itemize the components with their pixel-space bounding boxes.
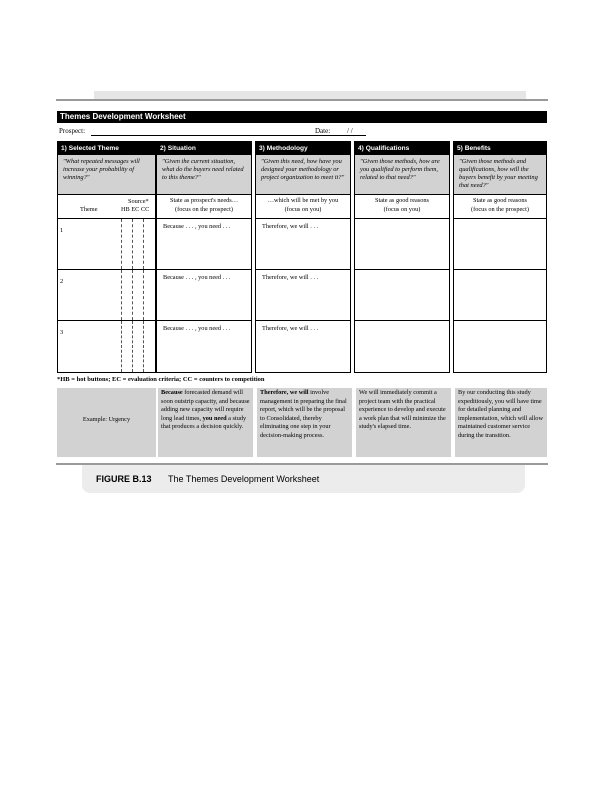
source-label: Source* (128, 198, 149, 205)
column-header: 1) Selected Theme (58, 142, 155, 155)
figure-title: The Themes Development Worksheet (168, 474, 320, 484)
qualifications-cell[interactable] (355, 321, 449, 372)
column-subheader (256, 195, 350, 219)
methodology-cell[interactable]: Therefore, we will . . . (256, 270, 350, 321)
date-value: / / (347, 127, 353, 135)
example-label: Example: Urgency (82, 416, 131, 423)
situation-cell[interactable]: Because . . . , you need . . . (157, 270, 251, 321)
row-number: 3 (60, 329, 64, 336)
column-subheader (355, 195, 449, 219)
theme-label: Theme (80, 206, 98, 213)
example-methodology-text: involve management in preparing the final report, which will be the proposal to Consolidated, thereby eliminating one step in your decision-making process. (260, 389, 347, 439)
top-decor-band (94, 91, 526, 99)
example-situation-lead: Because (161, 389, 183, 396)
row-number: 1 (60, 227, 64, 234)
column-methodology (255, 141, 351, 373)
subheader-line1: State as good reasons (374, 197, 430, 204)
row-number: 2 (60, 278, 64, 285)
column-header: 3) Methodology (256, 142, 350, 155)
subheader-line2: (focus on the prospect) (471, 206, 529, 213)
worksheet-title: Themes Development Worksheet (57, 111, 547, 123)
benefits-cell[interactable] (454, 321, 546, 372)
column-header: 4) Qualifications (355, 142, 449, 155)
figure-caption (82, 465, 525, 493)
theme-cell[interactable] (58, 219, 155, 270)
date-label: Date: (315, 127, 331, 135)
theme-cell[interactable] (58, 321, 155, 372)
example-situation (158, 388, 253, 457)
benefits-cell[interactable] (454, 219, 546, 270)
example-label-box (57, 388, 156, 457)
column-header: 2) Situation (157, 142, 251, 155)
source-codes: HB EC CC (121, 206, 150, 213)
benefits-cell[interactable] (454, 270, 546, 321)
column-header: 5) Benefits (454, 142, 546, 155)
column-qualifications (354, 141, 450, 373)
prospect-field[interactable] (91, 135, 359, 136)
date-field[interactable] (340, 135, 366, 136)
top-rule (56, 99, 548, 101)
column-question: "Given those methods and qualifications, how will the buyers benefit by your meeting that need?" (454, 155, 546, 195)
qualifications-cell[interactable] (355, 270, 449, 321)
example-situation-text-a: forecasted demand will soon outstrip capacity, and because adding new capacity will require long lead times, (161, 389, 250, 422)
column-subheader (58, 195, 155, 219)
theme-cell[interactable] (58, 270, 155, 321)
example-methodology (257, 388, 352, 457)
methodology-cell[interactable]: Therefore, we will . . . (256, 219, 350, 270)
situation-cell[interactable]: Because . . . , you need . . . (163, 325, 231, 332)
prospect-row (57, 126, 547, 138)
subheader-line2: (focus on you) (383, 206, 421, 213)
methodology-cell[interactable]: Therefore, we will . . . (262, 325, 319, 332)
subheader-line1: State as good reasons (472, 197, 528, 204)
figure-label: FIGURE B.13 (96, 474, 152, 484)
example-situation-text-b: a study that produces a decision quickly. (161, 414, 247, 431)
qualifications-cell[interactable] (355, 219, 449, 270)
column-question: "What repeated messages will increase your probability of winning?" (58, 155, 155, 195)
example-methodology-lead: Therefore, we will (260, 389, 309, 396)
subheader-line2: (focus on you) (284, 206, 322, 213)
column-subheader (454, 195, 546, 219)
footnote: *HB = hot buttons; EC = evaluation criteria; CC = counters to competition (57, 376, 265, 383)
situation-cell[interactable]: Because . . . , you need . . . (157, 219, 251, 270)
column-benefits (453, 141, 547, 373)
column-subheader (157, 195, 251, 219)
subheader-line2: (focus on the prospect) (175, 206, 233, 213)
example-qualifications: We will immediately commit a project team with the practical experience to develop and execute a work plan that will minimize the study's elapsed time. (356, 388, 451, 457)
subheader-line1: State as prospect's needs… (169, 197, 239, 204)
column-question: "Given this need, how have you designed your methodology or project organization to meet it?" (256, 155, 350, 195)
column-selected-theme (57, 141, 156, 373)
column-question: "Given the current situation, what do the buyers need related to this theme?" (157, 155, 251, 195)
column-question: "Given those methods, how are you qualified to perform them, related to that need?" (355, 155, 449, 195)
example-benefits: By our conducting this study expeditiously, you will have time for detailed planning and implementation, which will allow maintained customer service during the transition. (455, 388, 547, 457)
prospect-label: Prospect: (59, 127, 86, 135)
column-situation (156, 141, 252, 373)
subheader-line1: …which will be met by you (267, 197, 339, 204)
example-situation-bold: you need (202, 414, 227, 422)
